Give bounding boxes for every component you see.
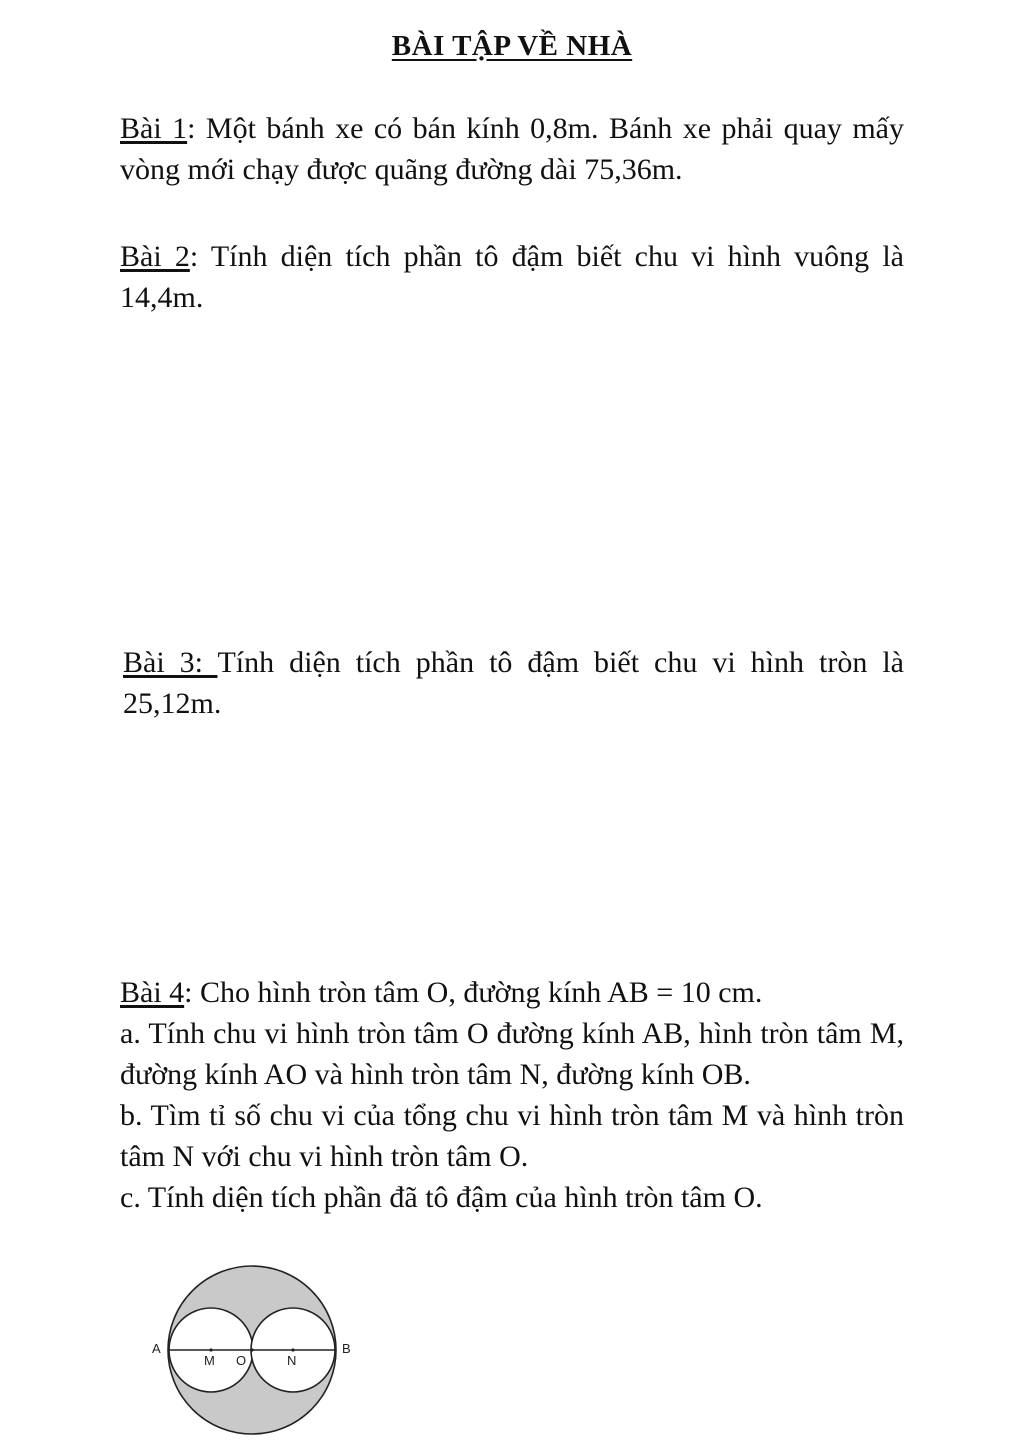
exercise-4 <box>120 972 904 1218</box>
exercise-2-text: : Tính diện tích phần tô đậm biết chu vi hình vuông là 14,4m. <box>120 240 904 314</box>
point-m <box>209 1348 212 1351</box>
page-title: BÀI TẬP VỀ NHÀ <box>391 30 633 62</box>
exercise-1 <box>120 108 904 190</box>
exercise-2-label: Bài 2 <box>120 240 190 273</box>
label-b: B <box>342 1341 351 1356</box>
point-n <box>291 1348 294 1351</box>
label-a: A <box>152 1341 161 1356</box>
exercise-2 <box>120 236 904 318</box>
label-n: N <box>287 1353 297 1368</box>
point-o <box>250 1348 253 1351</box>
exercise-4-part-c: c. Tính diện tích phần đã tô đậm của hình tròn tâm O. <box>120 1181 763 1214</box>
circle-figure <box>140 1262 370 1440</box>
exercise-4-part-a: a. Tính chu vi hình tròn tâm O đường kính AB, hình tròn tâm M, đường kính AO và hình tròn tâm N, đường kính OB. <box>120 1017 904 1091</box>
label-o: O <box>236 1353 247 1368</box>
exercise-4-text: : Cho hình tròn tâm O, đường kính AB = 10 cm. <box>184 976 763 1009</box>
exercise-4-label: Bài 4 <box>120 976 185 1009</box>
label-m: M <box>204 1353 215 1368</box>
exercise-4-intro <box>120 972 904 1013</box>
circle-figure-svg <box>140 1262 370 1440</box>
exercise-1-label: Bài 1 <box>120 112 188 145</box>
exercise-1-text: : Một bánh xe có bán kính 0,8m. Bánh xe phải quay mấy vòng mới chạy được quãng đường dài 75,36m. <box>120 112 904 186</box>
exercise-3-text: Tính diện tích phần tô đậm biết chu vi hình tròn là 25,12m. <box>123 646 904 720</box>
exercise-3-label: Bài 3: <box>123 646 218 679</box>
exercise-3 <box>123 642 904 724</box>
exercise-4-part-b: b. Tìm tỉ số chu vi của tổng chu vi hình tròn tâm M và hình tròn tâm N với chu vi hình tròn tâm O. <box>120 1099 904 1173</box>
